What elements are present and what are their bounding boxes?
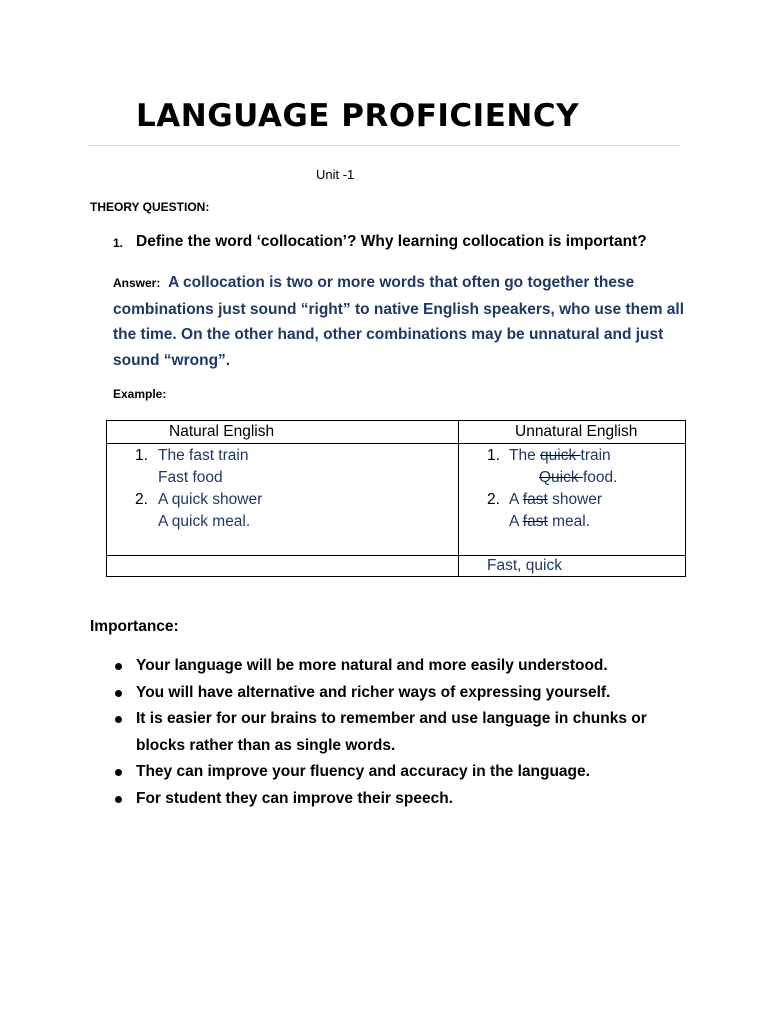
unit-label: Unit -1 (316, 167, 355, 182)
bullet-icon (115, 663, 122, 670)
struck-word: fast (522, 491, 548, 508)
importance-heading: Importance: (90, 618, 179, 635)
list-item-text: Your language will be more natural and more easily understood. (136, 657, 608, 674)
list-item (112, 680, 672, 707)
bullet-icon (115, 690, 122, 697)
importance-list (112, 653, 672, 812)
question-number: 1. (113, 236, 124, 250)
table-header-row (107, 421, 686, 444)
list-item-text: For student they can improve their speech. (136, 789, 453, 807)
header-unnatural-english: Unnatural English (459, 421, 686, 444)
list-item-text: It is easier for our brains to remember and use language in chunks or blocks rather than as single words. (136, 710, 647, 754)
unnatural-example (509, 511, 590, 533)
answer-block (113, 270, 693, 373)
footer-cell-empty (107, 556, 459, 577)
table-row (107, 444, 686, 556)
list-item-text: They can improve your fluency and accuracy in the language. (136, 763, 590, 780)
example-text: shower (547, 491, 603, 508)
list-number: 2. (135, 491, 148, 508)
table-footer-row (107, 556, 686, 577)
natural-example: A quick meal. (158, 513, 251, 530)
unnatural-example (509, 445, 611, 467)
section-heading: THEORY QUESTION: (90, 200, 210, 214)
bullet-icon (115, 716, 122, 723)
unnatural-example (539, 467, 617, 489)
answer-label: Answer: (113, 276, 161, 290)
list-item (112, 706, 672, 759)
unnatural-example (509, 489, 602, 511)
collocation-table (106, 420, 686, 577)
list-item (112, 759, 672, 786)
list-item (112, 653, 672, 680)
struck-word: fast (522, 513, 548, 530)
natural-example: The fast train (158, 447, 249, 464)
example-text: train (580, 447, 611, 464)
example-text: The (509, 447, 541, 464)
list-number: 1. (487, 447, 500, 464)
example-text: food. (582, 469, 618, 486)
example-text: A (509, 513, 523, 530)
list-number: 2. (487, 491, 500, 508)
bullet-icon (115, 769, 122, 776)
header-natural-english: Natural English (107, 421, 459, 444)
example-label: Example: (113, 387, 167, 401)
unnatural-cell (459, 444, 686, 556)
natural-example: A quick shower (158, 491, 263, 508)
natural-example: Fast food (158, 469, 223, 486)
list-item (112, 786, 672, 813)
example-text: meal. (547, 513, 590, 530)
question-text: Define the word ‘collocation’? Why learning collocation is important? (136, 233, 647, 250)
answer-line: the time. On the other hand, other combinations may be unnatural and just (113, 326, 664, 343)
struck-word: Quick (539, 469, 583, 486)
footer-cell-correction: Fast, quick (459, 556, 686, 577)
page-title: LANGUAGE PROFICIENCY (136, 98, 580, 134)
answer-line: A collocation is two or more words that often go together these (168, 274, 635, 291)
natural-cell (107, 444, 459, 556)
bullet-icon (115, 796, 122, 803)
answer-line: sound “wrong”. (113, 351, 231, 369)
list-item-text: You will have alternative and richer ways of expressing yourself. (136, 683, 611, 701)
example-text: A (509, 491, 523, 508)
list-number: 1. (135, 447, 148, 464)
answer-line: combinations just sound “right” to native English speakers, who use them all (113, 300, 685, 318)
struck-word: quick (540, 447, 581, 464)
title-divider (88, 145, 680, 146)
